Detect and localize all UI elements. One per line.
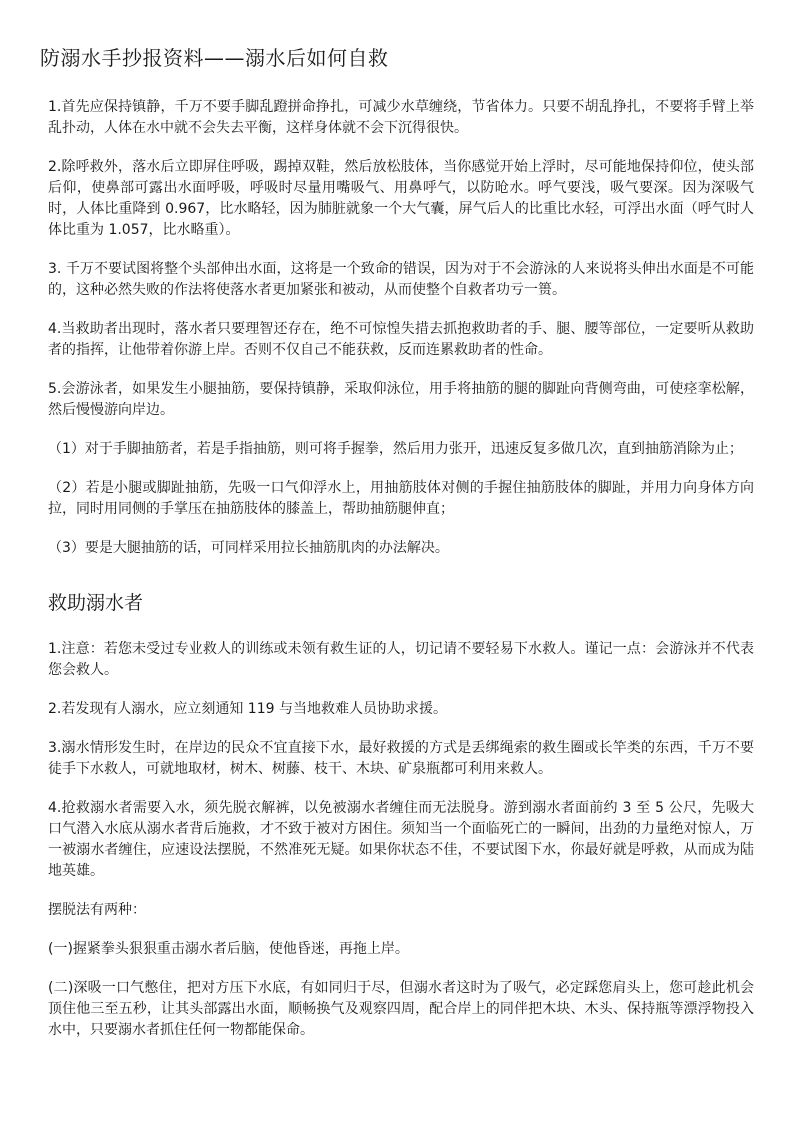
self-rescue-point-3: 3. 千万不要试图将整个头部伸出水面，这将是一个致命的错误，因为对于不会游泳的人来说将头伸出水面是不可能的，这种必然失败的作法将使落水者更加紧张和被动，从而使整个自救者功亏一篑。 xyxy=(48,261,754,298)
page-title: 防溺水手抄报资料——溺水后如何自救 xyxy=(40,46,389,70)
self-rescue-point-5: 5.会游泳者，如果发生小腿抽筋，要保持镇静，采取仰泳位，用手将抽筋的腿的脚趾向背侧弯曲，可使痉挛松解，然后慢慢游向岸边。 xyxy=(48,381,754,418)
escape-method-2: (二)深吸一口气憋住，把对方压下水底，有如同归于尽，但溺水者这时为了吸气，必定踩您肩头上，您可趁此机会顶住他三至五秒，让其头部露出水面，顺畅换气及观察四周，配合岸上的同伴把木块、木头、保持瓶等漂浮物投入水中，只要溺水者抓住任何一物都能保命。 xyxy=(48,980,754,1038)
rescue-point-3: 3.溺水情形发生时，在岸边的民众不宜直接下水，最好救援的方式是丢绑绳索的救生圈或长竿类的东西，千万不要徒手下水救人，可就地取材，树木、树藤、枝干、木块、矿泉瓶都可利用来救人。 xyxy=(48,740,754,777)
self-rescue-point-2: 2.除呼救外，落水后立即屏住呼吸，踢掉双鞋，然后放松肢体，当你感觉开始上浮时，尽可能地保持仰位，使头部后仰，使鼻部可露出水面呼吸，呼吸时尽量用嘴吸气、用鼻呼气，以防呛水。呼气要浅，吸气要深。因为深吸气时，人体比重降到 0.967，比水略轻，因为肺脏就象一个大气囊，屏气后人的比重比水轻，可浮出水面（呼气时人体比重为 1.057，比水略重）。 xyxy=(48,159,754,238)
rescue-point-2: 2.若发现有人溺水，应立刻通知 119 与当地救难人员协助求援。 xyxy=(48,701,447,717)
self-rescue-point-4: 4.当救助者出现时，落水者只要理智还存在，绝不可惊惶失措去抓抱救助者的手、腿、腰等部位，一定要听从救助者的指挥，让他带着你游上岸。否则不仅自己不能获救，反而连累救助者的性命。 xyxy=(48,321,754,358)
self-rescue-point-1: 1.首先应保持镇静，千万不要手脚乱蹬拼命挣扎，可减少水草缠绕，节省体力。只要不胡乱挣扎，不要将手臂上举乱扑动，人体在水中就不会失去平衡，这样身体就不会下沉得很快。 xyxy=(48,99,754,136)
rescue-point-4: 4.抢救溺水者需要入水，须先脱衣解裤，以免被溺水者缠住而无法脱身。游到溺水者面前约 3 至 5 公尺，先吸大口气潜入水底从溺水者背后施救，才不致于被对方困住。须知当一个面临死亡的一瞬间，出劲的力量绝对惊人，万一被溺水者缠住，应速设法摆脱，不然准死无疑。如果你状态不佳，不要试图下水，你最好就是呼救，从而成为陆地英雄。 xyxy=(48,800,754,879)
section-title-rescue: 救助溺水者 xyxy=(48,592,144,614)
cramp-method-3: （3）要是大腿抽筋的话，可同样采用拉长抽筋肌肉的办法解决。 xyxy=(48,540,449,556)
escape-methods-intro: 摆脱法有两种： xyxy=(48,902,146,918)
escape-method-1: (一)握紧拳头狠狠重击溺水者后脑，使他昏迷，再拖上岸。 xyxy=(48,941,409,957)
cramp-method-2: （2）若是小腿或脚趾抽筋，先吸一口气仰浮水上，用抽筋肢体对侧的手握住抽筋肢体的脚趾，并用力向身体方向拉，同时用同侧的手掌压在抽筋肢体的膝盖上，帮助抽筋腿伸直； xyxy=(48,480,754,517)
rescue-point-1: 1.注意：若您未受过专业救人的训练或未领有救生证的人，切记请不要轻易下水救人。谨记一点：会游泳并不代表您会救人。 xyxy=(48,641,754,678)
cramp-method-1: （1）对于手脚抽筋者，若是手指抽筋，则可将手握拳，然后用力张开，迅速反复多做几次，直到抽筋消除为止； xyxy=(48,441,743,457)
